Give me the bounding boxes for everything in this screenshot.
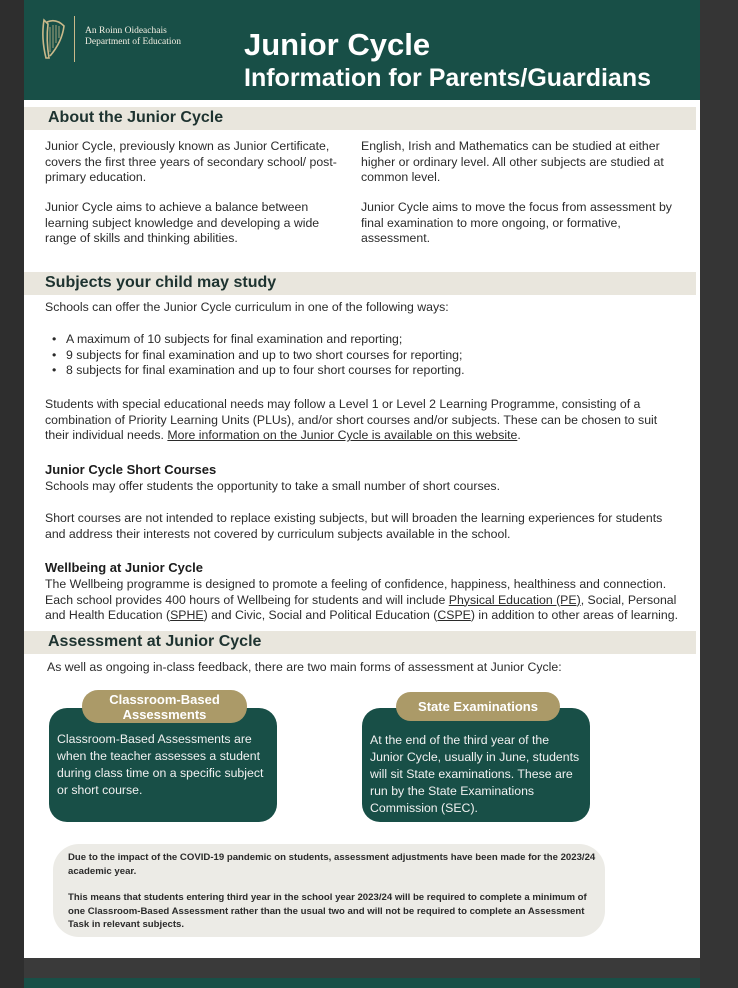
logo-divider (74, 16, 75, 62)
subjects-intro: Schools can offer the Junior Cycle curriculum in one of the following ways: (45, 300, 449, 314)
junior-cycle-info-link[interactable]: More information on the Junior Cycle is available on this website (167, 428, 518, 443)
pe-link[interactable]: Physical Education (PE) (448, 592, 581, 607)
covid-notice-paragraph-1: Due to the impact of the COVID-19 pandemic on students, assessment adjustments have been made for the 2023/24 academic year. (68, 852, 596, 877)
state-exams-label: State Examinations (418, 699, 538, 714)
about-right-paragraph-1: English, Irish and Mathematics can be studied at either higher or ordinary level. All other subjects are studied at common level. (361, 139, 664, 185)
wellbeing-text-1: The Wellbeing programme is designed to promote a feeling of confidence, happiness, healthiness and connection. Each school provides 400 hours of Wellbeing for students and will include (45, 577, 667, 607)
wellbeing-heading: Wellbeing at Junior Cycle (45, 560, 203, 575)
short-courses-heading: Junior Cycle Short Courses (45, 462, 217, 477)
about-left-paragraph-2: Junior Cycle aims to achieve a balance between learning subject knowledge and developing a wide range of skills and thinking abilities. (45, 200, 320, 246)
wellbeing-text-2: , Social, Personal and Health Education ( (45, 592, 677, 623)
section-heading-subjects: Subjects your child may study (45, 274, 277, 291)
wellbeing-paragraph (45, 577, 681, 624)
about-left-paragraph-1: Junior Cycle, previously known as Junior Certificate, covers the first three years of secondary school/ post-primary education. (45, 139, 337, 185)
subject-options-list (52, 332, 465, 379)
sphe-link[interactable]: SPHE (170, 608, 204, 623)
section-bar-assessment (24, 631, 696, 654)
short-courses-paragraph-2: Short courses are not intended to replace existing subjects, but will broaden the learning experiences for students and address their interests not covered by curriculum subjects available in the school. (45, 511, 663, 541)
about-right-paragraph-2: Junior Cycle aims to move the focus from assessment by final examination to more ongoing, or formative, assessment. (361, 200, 672, 246)
state-exams-label-pill (396, 692, 560, 721)
state-exams-card-text: At the end of the third year of the Junior Cycle, usually in June, students will sit State examinations. These are run by the State Examinations Commission (SEC). (370, 733, 580, 815)
harp-logo-icon (38, 16, 68, 62)
sen-end: . (517, 428, 521, 443)
cba-label: Classroom-Based Assessments (109, 691, 220, 722)
next-page-header-strip (24, 978, 700, 988)
covid-notice-paragraph-2: This means that students entering third year in the school year 2023/24 will be required to complete a minimum of one Classroom-Based Assessment rather than the usual two and will not be required to complete an Assessment Task in relevant subjects. (68, 892, 587, 930)
covid-notice-box (53, 844, 605, 937)
state-exams-card (362, 708, 590, 822)
sen-paragraph (45, 397, 679, 444)
viewer-left-margin (0, 0, 24, 988)
department-name (85, 26, 181, 48)
cba-label-pill (82, 690, 247, 723)
department-name-english: Department of Education (85, 37, 182, 47)
page-subtitle: Information for Parents/Guardians (244, 64, 652, 92)
cba-card-text: Classroom-Based Assessments are when the teacher assesses a student during class time on a specific subject or short course. (57, 732, 264, 797)
page-header (24, 0, 700, 100)
sen-text: Students with special educational needs may follow a Level 1 or Level 2 Learning Programme, consisting of a combination of Priority Learning Units (PLUs), and/or short courses and/or subjects. These can be chosen to suit their individual needs. (45, 397, 658, 443)
department-name-irish: An Roinn Oideachais (85, 26, 167, 36)
document-page (24, 0, 700, 958)
wellbeing-text-4: ) in addition to other areas of learning. (470, 608, 679, 623)
assessment-intro: As well as ongoing in-class feedback, there are two main forms of assessment at Junior Cycle: (47, 660, 562, 674)
list-item: • A maximum of 10 subjects for final examination and reporting; (52, 332, 465, 348)
viewer-right-margin (700, 0, 738, 988)
list-item: • 9 subjects for final examination and up to two short courses for reporting; (52, 348, 465, 364)
section-heading-about: About the Junior Cycle (48, 109, 224, 126)
list-item: • 8 subjects for final examination and up to four short courses for reporting. (52, 363, 465, 379)
cba-card (49, 708, 277, 822)
wellbeing-text-3: ) and Civic, Social and Political Education ( (203, 608, 438, 623)
section-bar-subjects (24, 272, 696, 295)
short-courses-paragraph-1: Schools may offer students the opportunity to take a small number of short courses. (45, 479, 500, 493)
cspe-link[interactable]: CSPE (437, 608, 471, 623)
page-title: Junior Cycle (244, 27, 431, 62)
section-bar-about (24, 107, 696, 130)
section-heading-assessment: Assessment at Junior Cycle (48, 633, 262, 650)
